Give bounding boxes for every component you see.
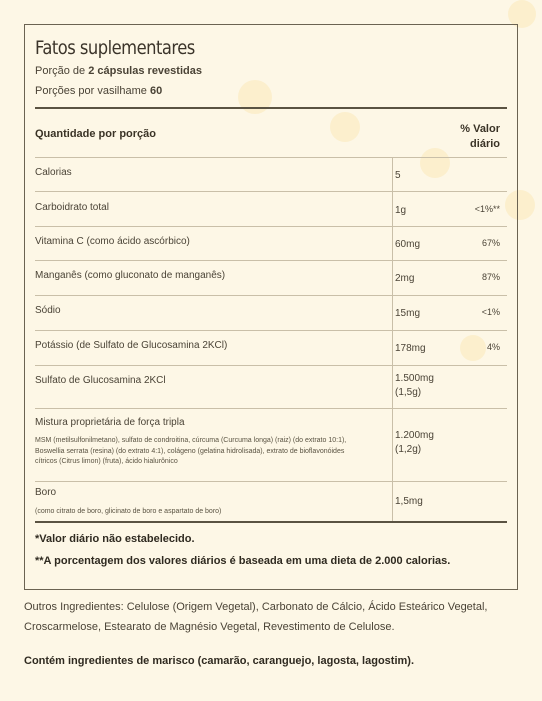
nutrient-sub-ingredients: (como citrato de boro, glicinato de boro e aspartato de boro) xyxy=(35,508,222,515)
divider-thick xyxy=(35,107,507,109)
divider xyxy=(35,330,507,331)
nutrient-amount: 1.500mg (1,5g) xyxy=(395,373,434,398)
divider xyxy=(35,481,507,482)
nutrient-amount: 1.200mg (1,2g) xyxy=(395,430,434,455)
divider xyxy=(35,191,507,192)
footnote-dv-not-established: *Valor diário não estabelecido. xyxy=(35,533,195,545)
divider xyxy=(35,226,507,227)
nutrient-name: Mistura proprietária de força tripla xyxy=(35,417,185,428)
nutrient-sub-ingredients: MSM (metilsulfonilmetano), sulfato de condroitina, cúrcuma (Curcuma longa) (raiz) (do extrato 10:1), Boswellia serrata (resina) (do extrato 4:1), colágeno (gelatina hidrolisada), extrato de bioflavonóides cítricos (Citrus limon) (fruta), ácido hialurônico xyxy=(35,437,347,465)
divider-thick xyxy=(35,521,507,523)
other-ingredients: Outros Ingredientes: Celulose (Origem Vegetal), Carbonato de Cálcio, Ácido Esteárico Vegetal, Croscarmelose, Estearato de Magnésio Vegetal, Revestimento de Celulose. xyxy=(24,601,488,633)
nutrient-name: Manganês (como gluconato de manganês) xyxy=(35,270,226,281)
divider xyxy=(35,295,507,296)
nutrient-amount: 5 xyxy=(395,170,401,181)
nutrient-daily-value: 4% xyxy=(486,342,500,352)
nutrient-name: Potássio (de Sulfato de Glucosamina 2KCl) xyxy=(35,340,228,351)
nutrient-amount: 15mg xyxy=(395,308,421,319)
nutrient-amount: 178mg xyxy=(395,343,426,354)
nutrient-amount: 1g xyxy=(395,205,407,216)
nutrient-daily-value: 87% xyxy=(481,272,500,282)
supplement-facts-panel xyxy=(24,24,518,590)
nutrient-name: Calorias xyxy=(35,167,72,178)
servings-per-container: Porções por vasilhame 60 xyxy=(35,85,163,97)
divider xyxy=(35,365,507,366)
allergen-warning: Contém ingredientes de marisco (camarão, caranguejo, lagosta, lagostim). xyxy=(24,655,414,667)
nutrient-daily-value: <1% xyxy=(481,307,500,317)
nutrient-name: Carboidrato total xyxy=(35,202,109,213)
serving-size: Porção de 2 cápsulas revestidas xyxy=(35,65,202,77)
header-daily-value: % Valor diário xyxy=(460,123,500,150)
nutrient-name: Vitamina C (como ácido ascórbico) xyxy=(35,236,190,247)
nutrient-name: Sódio xyxy=(35,305,61,316)
divider xyxy=(35,408,507,409)
divider xyxy=(35,260,507,261)
nutrient-name: Boro xyxy=(35,487,57,498)
nutrient-amount: 1,5mg xyxy=(395,496,423,507)
nutrient-daily-value: 67% xyxy=(481,238,500,248)
footnote-dv-basis: **A porcentagem dos valores diários é baseada em uma dieta de 2.000 calorias. xyxy=(35,555,451,567)
nutrient-name: Sulfato de Glucosamina 2KCl xyxy=(35,375,166,386)
divider xyxy=(35,157,507,158)
nutrient-daily-value: <1%** xyxy=(474,204,500,214)
nutrient-amount: 60mg xyxy=(395,239,421,250)
column-divider xyxy=(392,158,393,521)
panel-title: Fatos suplementares xyxy=(35,37,195,59)
header-quantity: Quantidade por porção xyxy=(35,128,157,140)
nutrient-amount: 2mg xyxy=(395,273,415,284)
